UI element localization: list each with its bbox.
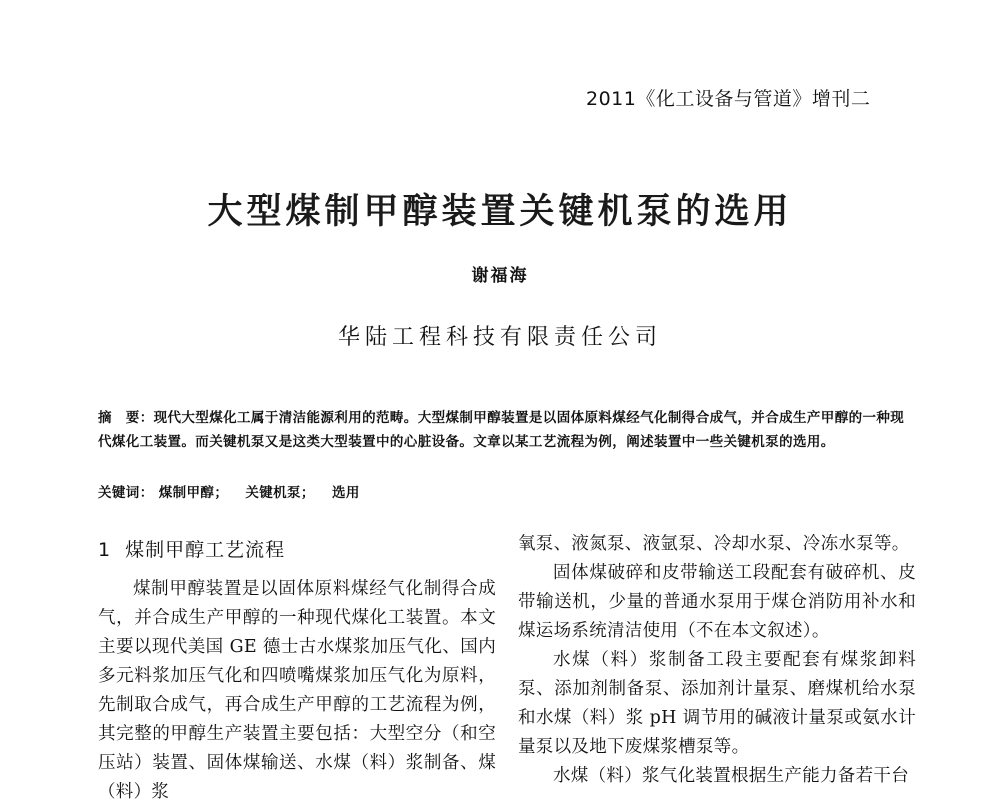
abstract-label: 摘 要：	[98, 410, 154, 426]
section-title: 煤制甲醇工艺流程	[125, 539, 286, 561]
affiliation: 华陆工程科技有限责任公司	[337, 325, 662, 350]
body-paragraph: 固体煤破碎和皮带输送工段配套有破碎机、皮带输送机，少量的普通水泵用于煤仓消防用补水和煤运场系统清洁使用（不在本文叙述）。	[518, 563, 916, 641]
abstract-text: 现代大型煤化工属于清洁能源利用的范畴。大型煤制甲醇装置是以固体原料煤经气化制得合成气，并合成生产甲醇的一种现代煤化工装置。而关键机泵又是这类大型装置中的心脏设备。文章以某工艺流程为例，阐述装置中一些关键机泵的选用。	[98, 410, 905, 450]
abstract	[98, 406, 916, 454]
paper-title: 大型煤制甲醇装置关键机泵的选用	[207, 192, 793, 232]
keyword-item: 关键机泵；	[245, 485, 315, 501]
body-paragraph: 煤制甲醇装置是以固体原料煤经气化制得合成气，并合成生产甲醇的一种现代煤化工装置。本文主要以现代美国 GE 德士古水煤浆加压气化、国内多元料浆加压气化和四喷嘴煤浆加压气化为原料，先制取合成气，再合成生产甲醇的工艺流程为例，其完整的甲醇生产装置主要包括：大型空分（和空压站）装置、固体煤输送、水煤（料）浆制备、煤（料）浆	[98, 579, 496, 802]
author-name: 谢福海	[471, 266, 529, 286]
keywords-label: 关键词：	[98, 485, 154, 501]
section-heading	[98, 536, 496, 565]
body-paragraph: 氧泵、液氮泵、液氩泵、冷却水泵、冷冻水泵等。	[518, 534, 910, 554]
keyword-item: 选用	[331, 485, 360, 501]
body-paragraph: 水煤（料）浆制备工段主要配套有煤浆卸料泵、添加剂制备泵、添加剂计量泵、磨煤机给水泵和水煤（料）浆 pH 调节用的碱液计量泵或氨水计量泵以及地下废煤浆槽泵等。	[518, 650, 916, 757]
journal-header: 2011《化工设备与管道》增刊二	[586, 88, 871, 110]
keyword-item: 煤制甲醇；	[158, 485, 229, 501]
keywords	[98, 481, 916, 501]
section-number: 1	[98, 539, 112, 561]
right-column	[518, 530, 916, 791]
body-paragraph: 水煤（料）浆气化装置根据生产能力备若干台	[553, 766, 909, 786]
left-column	[98, 530, 496, 807]
